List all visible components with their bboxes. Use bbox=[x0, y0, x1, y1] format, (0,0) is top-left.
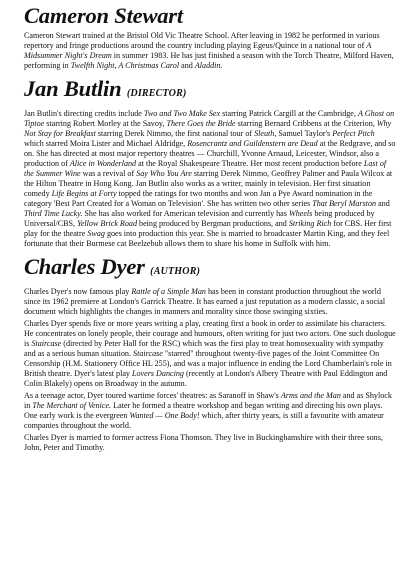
body-text: Samuel Taylor's bbox=[276, 129, 333, 138]
italic-title-text: Rattle of a Simple Man bbox=[131, 287, 206, 296]
body-text: (directed by Peter Hall for the RSC) which was the first play to treat homosexuality with sympathy and as a serious human situation. bbox=[24, 339, 384, 358]
body-text: starring Derek Nimmo, the first national tour of bbox=[95, 129, 255, 138]
bio-paragraph bbox=[24, 391, 396, 431]
italic-title-text: Staircase bbox=[133, 349, 163, 358]
bio-paragraph bbox=[24, 109, 396, 249]
bio-name: Cameron Stewart bbox=[24, 3, 183, 28]
italic-title-text: Alice in Wonderland bbox=[69, 159, 137, 168]
body-text: starring Bernard Cribbens at the Criterion, bbox=[235, 119, 377, 128]
body-text: She has also worked for American television and currently has bbox=[82, 209, 289, 218]
body-text: being produced by Universal/CBS, bbox=[24, 209, 375, 228]
italic-title-text: Life Begins at Forty bbox=[51, 189, 117, 198]
italic-title-text: A Ghost on Tiptoe bbox=[24, 109, 395, 128]
italic-title-text: Last of the Summer Wine bbox=[24, 159, 387, 178]
body-text: was a revival of bbox=[80, 169, 137, 178]
body-text: As a teenage actor, Dyer toured wartime forces' theatres: as Saranoff in Shaw's bbox=[24, 391, 281, 400]
italic-title-text: Third Time Lucky. bbox=[24, 209, 83, 218]
italic-title-text: Why Not Stay for Breakfast bbox=[24, 119, 392, 138]
body-text: Later he formed a theatre workshop and began writing and directing his own plays. One early work is the evergreen bbox=[24, 401, 383, 420]
body-text: for CBS. Her first play for the theatre bbox=[24, 219, 392, 238]
body-text: goes into production this year. She is married to broadcaster Martin King, and they feel fortunate that their Burmese cat Beelzebub allows them to share his home in Suffolk with him. bbox=[24, 229, 390, 248]
bio-paragraph bbox=[24, 433, 396, 453]
italic-title-text: Perfect Pitch bbox=[332, 129, 375, 138]
body-text: at the Redgrave, and so on. She has directed at most major repertory theatres — Churchill, Yvonne Arnaud, Leicester, Windsor, also a production of bbox=[24, 139, 396, 168]
body-text: starring Robert Morley at the Savoy, bbox=[44, 119, 167, 128]
bio-heading bbox=[24, 77, 396, 106]
body-text: at the Royal Shakespeare Theatre. Her most recent production before bbox=[136, 159, 364, 168]
body-text: Charles Dyer's now famous play bbox=[24, 287, 132, 296]
body-text: and bbox=[376, 199, 390, 208]
body-text: (recently at London's Albery Theatre with Paul Eddington and Colin Blakely) opens on Broadway in the autumn. bbox=[24, 369, 388, 388]
body-text: "starred" throughout twenty-five pages of the Joint Committee On Censorship (H.M. Stationery Office HL 255), and was a major influence in ending the Lord Chamberlain's role in British theatre. Dyer's latest play bbox=[24, 349, 392, 378]
bio-heading bbox=[24, 4, 396, 28]
bio-role: (AUTHOR) bbox=[150, 266, 201, 277]
italic-title-text: Yellow Brick Road bbox=[77, 219, 138, 228]
body-text: Jan Butlin's directing credits include bbox=[24, 109, 144, 118]
bio-role: (DIRECTOR) bbox=[126, 88, 187, 99]
italic-title-text: Say Who You Are bbox=[136, 169, 192, 178]
italic-title-text: Striking Rich bbox=[288, 219, 332, 228]
body-text: has been in constant production throughout the world since its 1962 premiere at London's Garrick Theatre. It has earned a just reputation as a modern classic, a social document which highlights the changes in manners and morality since those swinging sixties. bbox=[24, 287, 386, 316]
body-text: in summer 1983. He has just finished a season with the Torch Theatre, Milford Haven, performing in bbox=[24, 51, 394, 70]
italic-title-text: That Beryl Marston bbox=[312, 199, 377, 208]
body-text: starring Patrick Cargill at the Cambridge, bbox=[220, 109, 358, 118]
body-text: Cameron Stewart trained at the Bristol Old Vic Theatre School. After leaving in 1982 he performed in various repertory and fringe productions around the country including playing Egeus/Quince in a national tour of bbox=[24, 31, 380, 50]
body-text: which starred Moira Lister and Michael Aldridge, bbox=[24, 139, 188, 148]
bio-jan-butlin bbox=[24, 77, 396, 249]
italic-title-text: Twelfth Night, A Christmas Carol bbox=[70, 61, 180, 70]
bio-name: Charles Dyer bbox=[24, 254, 145, 279]
body-text: and as Shylock in bbox=[24, 391, 392, 410]
bio-name: Jan Butlin bbox=[24, 76, 122, 101]
bio-paragraph bbox=[24, 287, 396, 317]
italic-title-text: Two and Two Make Sex bbox=[143, 109, 221, 118]
bio-text bbox=[24, 109, 396, 249]
bio-text bbox=[24, 287, 396, 453]
italic-title-text: Lovers Dancing bbox=[132, 369, 184, 378]
bio-heading bbox=[24, 255, 396, 284]
italic-title-text: Wheels bbox=[288, 209, 313, 218]
body-text: being produced by Bergman productions, and bbox=[137, 219, 289, 228]
italic-title-text: Sleuth, bbox=[254, 129, 277, 138]
italic-title-text: Swag bbox=[87, 229, 105, 238]
body-text: Charles Dyer is married to former actress Fiona Thomson. They live in Buckinghamshire with their three sons, John, Peter and Timothy. bbox=[24, 433, 383, 452]
body-text: Charles Dyer spends five or more years writing a play, creating first a book in order to assimilate his characters. He concentrates on lonely people, their courage and humours, often writing for just two actors. One such duologue is bbox=[24, 319, 396, 348]
body-text: starring Derek Nimmo, Geoffrey Palmer and Paula Wilcox at the Hilton Theatre in Hong Kong. Jan Butlin also works as a writer, mainly in television. Her first situation comedy bbox=[24, 169, 393, 198]
bio-cameron-stewart bbox=[24, 4, 396, 71]
body-text: topped the ratings for two months and won Jan a Pye Award nomination in the category 'Best Part Created for a Woman on Television'. She has written two other series bbox=[24, 189, 373, 208]
italic-title-text: Arms and the Man bbox=[280, 391, 341, 400]
italic-title-text: Staircase bbox=[31, 339, 62, 348]
body-text: and bbox=[179, 61, 195, 70]
italic-title-text: A Midsummer Night's Dream bbox=[24, 41, 372, 60]
bio-charles-dyer bbox=[24, 255, 396, 453]
bio-paragraph bbox=[24, 319, 396, 389]
italic-title-text: Rosencrantz and Guildenstern are Dead bbox=[187, 139, 318, 148]
italic-title-text: The Merchant of Venice. bbox=[32, 401, 112, 410]
italic-title-text: There Goes the Bride bbox=[166, 119, 236, 128]
body-text: which, after thirty years, is still a favourite with amateur companies throughout the world. bbox=[24, 411, 384, 430]
italic-title-text: Wanted — One Body! bbox=[129, 411, 200, 420]
italic-title-text: Aladdin. bbox=[194, 61, 223, 70]
bio-text bbox=[24, 31, 396, 71]
bio-paragraph bbox=[24, 31, 396, 71]
